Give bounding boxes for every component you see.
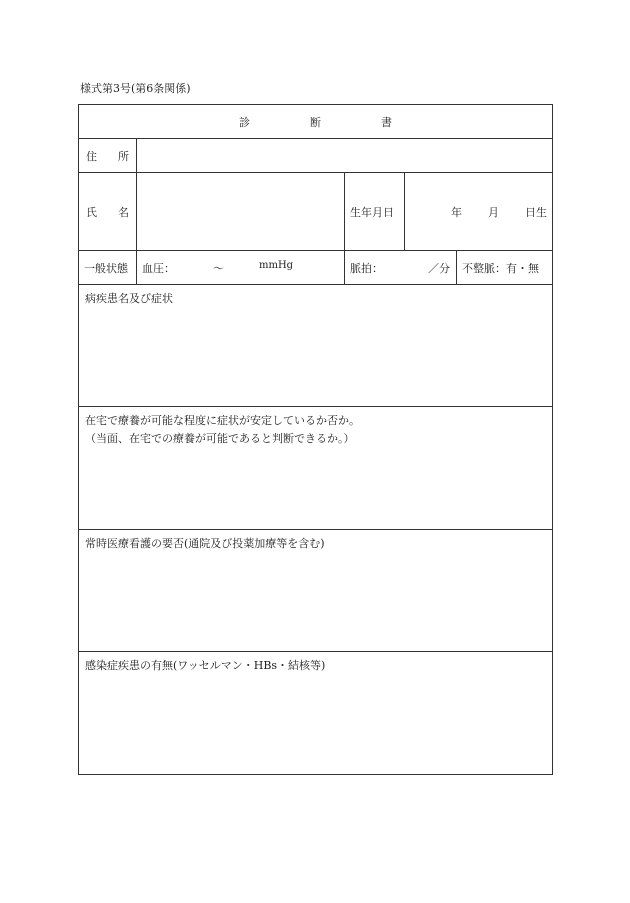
home-care-section-subheading: （当面、在宅での療養が可能であると判断できるか。） — [85, 432, 355, 445]
name-field[interactable] — [137, 173, 345, 251]
birthdate-label: 生年月日 — [345, 173, 405, 251]
birth-day-label: 日生 — [525, 205, 548, 219]
home-care-section-heading: 在宅で療養が可能な程度に症状が安定しているか否か。 — [85, 414, 360, 427]
blood-pressure-tilde: 〜 — [213, 261, 224, 275]
title-char-3: 書 — [381, 115, 392, 129]
home-care-section[interactable] — [79, 407, 553, 530]
nursing-section[interactable] — [79, 530, 553, 652]
general-condition-label: 一般状態 — [79, 251, 137, 285]
medical-certificate-form — [78, 104, 553, 775]
title-char-2: 断 — [310, 115, 321, 129]
blood-pressure-unit: mmHg — [259, 259, 294, 271]
infection-section[interactable] — [79, 652, 553, 775]
disease-section[interactable] — [79, 285, 553, 407]
nursing-section-heading: 常時医療看護の要否(通院及び投薬加療等を含む) — [85, 537, 325, 550]
address-field[interactable] — [137, 139, 553, 173]
arrhythmia-field[interactable]: 不整脈：有・無 — [457, 251, 553, 285]
name-label: 氏 名 — [79, 173, 137, 251]
birthdate-field[interactable] — [405, 173, 553, 251]
title-char-1: 診 — [239, 115, 250, 129]
blood-pressure-field[interactable] — [137, 251, 345, 285]
blood-pressure-label: 血圧： — [142, 261, 175, 275]
birth-year-label: 年 — [451, 205, 463, 219]
form-title — [79, 105, 553, 139]
disease-section-heading: 病疾患名及び症状 — [85, 292, 173, 305]
pulse-label: 脈拍： — [350, 261, 383, 275]
infection-section-heading: 感染症疾患の有無(ワッセルマン・HBs・結核等) — [85, 659, 326, 672]
form-number-label: 様式第3号(第6条関係) — [80, 82, 191, 95]
address-label: 住 所 — [79, 139, 137, 173]
pulse-field[interactable] — [345, 251, 457, 285]
pulse-unit: ／分 — [428, 261, 450, 275]
birth-month-label: 月 — [488, 205, 500, 219]
